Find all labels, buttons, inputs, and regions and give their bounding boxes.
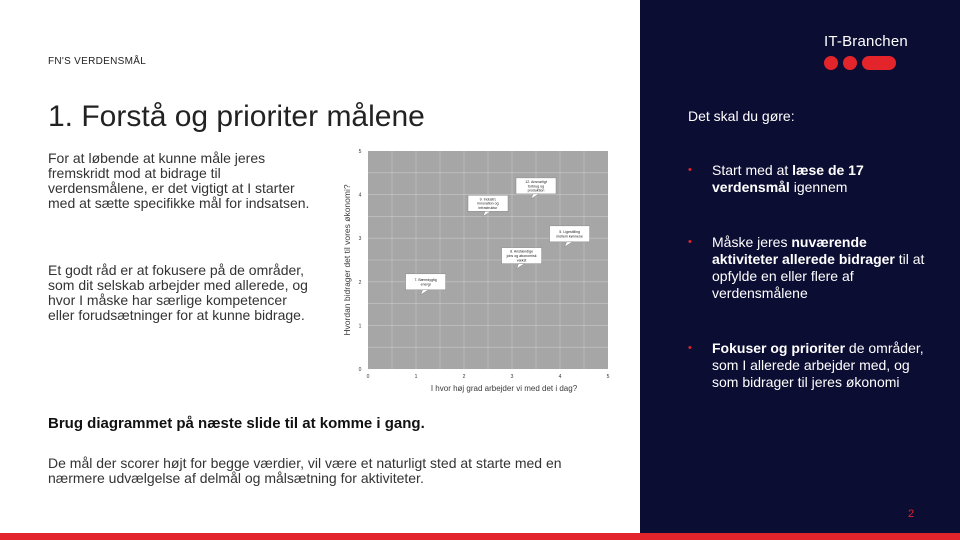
page-title: 1. Forstå og prioriter målene bbox=[48, 100, 425, 133]
y-tick-label: 3 bbox=[358, 236, 362, 243]
footnote-text: De mål der scorer højt for begge værdier, vil være et naturligt sted at starte med en nærmere udvælgelse af delmål og målsætning for aktiviteter. bbox=[48, 455, 562, 486]
action-emphasis: læse de 17 verdensmål bbox=[712, 162, 864, 195]
data-point-label: 8. Anstændige jobs og økonomisk vækst bbox=[506, 249, 537, 263]
logo-dot-icon bbox=[824, 56, 838, 70]
x-tick-label: 5 bbox=[606, 374, 610, 380]
advice-paragraph: Et godt råd er at fokusere på de områder, som dit selskab arbejder med allerede, og hvor I måske har særlige kompetencer eller forudsætninger for at kunne bidrage. bbox=[48, 262, 308, 323]
action-list bbox=[688, 162, 928, 391]
y-axis-label: Hvordan bidrager det til vores økonomi? bbox=[342, 184, 352, 336]
y-tick-label: 2 bbox=[358, 279, 362, 286]
logo-mark bbox=[824, 56, 908, 70]
action-heading: Det skal du gøre: bbox=[688, 108, 795, 124]
data-point-label: 12. Ansvarligt forbrug og produktion bbox=[525, 179, 547, 193]
x-tick-label: 3 bbox=[510, 374, 514, 380]
x-tick-label: 1 bbox=[414, 374, 418, 380]
bottom-accent-bar bbox=[0, 533, 960, 540]
page-number: 2 bbox=[908, 508, 915, 520]
action-text: Start med at bbox=[712, 162, 793, 178]
priority-matrix-chart bbox=[340, 145, 620, 400]
action-text: de områder, som I allerede arbejder med, og som bidrager til jeres økonomi bbox=[712, 340, 924, 390]
x-tick-label: 0 bbox=[366, 374, 370, 380]
data-point-label: 9. Industri, innovation og infrastruktur bbox=[477, 197, 499, 211]
y-tick-label: 1 bbox=[358, 323, 362, 330]
y-tick-label: 0 bbox=[358, 367, 362, 373]
section-eyebrow: FN'S VERDENSMÅL bbox=[48, 56, 147, 67]
action-item bbox=[688, 162, 928, 196]
action-emphasis: nuværende aktiviteter allerede bidrager bbox=[712, 234, 895, 267]
x-tick-label: 2 bbox=[462, 374, 466, 380]
chart-svg bbox=[340, 145, 620, 400]
action-text: til at opfylde en eller flere af verdensmålene bbox=[712, 251, 925, 301]
y-tick-label: 5 bbox=[358, 149, 362, 155]
data-point-label: 7. Bæredygtig energi bbox=[414, 278, 437, 287]
data-point-label: 5. Ligestilling mellem kønnene bbox=[556, 230, 583, 239]
x-axis-label: I hvor høj grad arbejder vi med det i dag? bbox=[430, 384, 578, 393]
action-item bbox=[688, 340, 928, 391]
x-tick-label: 4 bbox=[558, 374, 562, 380]
y-tick-label: 4 bbox=[358, 192, 362, 199]
it-branchen-logo bbox=[824, 33, 908, 70]
bullet-icon: • bbox=[688, 164, 692, 176]
action-item bbox=[688, 234, 928, 302]
action-emphasis: Fokuser og prioriter bbox=[712, 340, 846, 356]
bullet-icon: • bbox=[688, 236, 692, 248]
callout-text: Brug diagrammet på næste slide til at komme i gang. bbox=[48, 415, 425, 432]
bullet-icon: • bbox=[688, 342, 692, 354]
logo-dot-icon bbox=[843, 56, 857, 70]
action-text: igennem bbox=[789, 179, 848, 195]
logo-wordmark: IT-Branchen bbox=[824, 33, 908, 50]
intro-paragraph: For at løbende at kunne måle jeres fremskridt mod at bidrage til verdensmålene, er det vigtigt at I starter med at sætte specifikke mål for indsatsen. bbox=[48, 150, 310, 211]
logo-pill-icon bbox=[862, 56, 896, 70]
action-text: Måske jeres bbox=[712, 234, 792, 250]
